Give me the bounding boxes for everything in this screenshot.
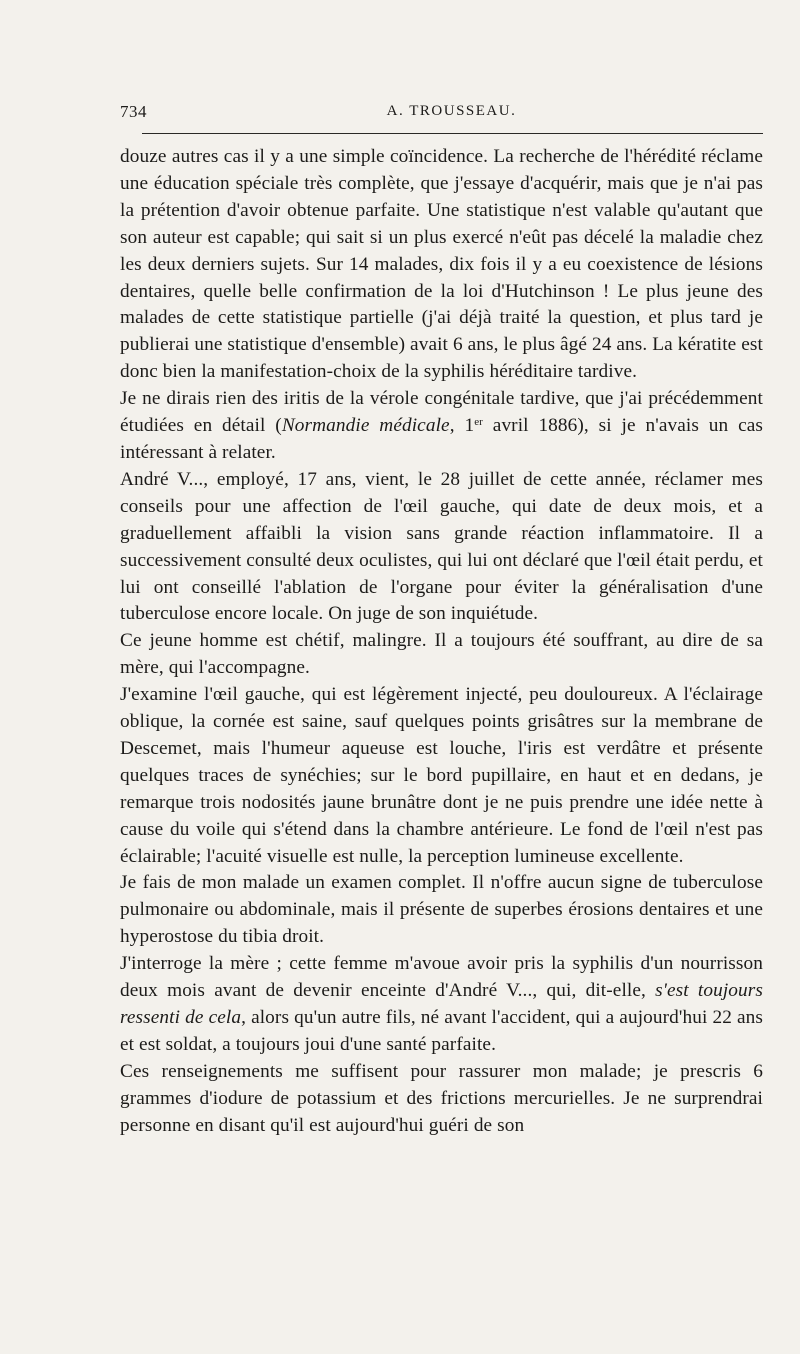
header-rule [142, 133, 763, 134]
page-number: 734 [120, 102, 147, 121]
body-text [120, 144, 763, 1140]
paragraph-8: Ces renseignements me suffisent pour rassurer mon malade; je prescris 6 grammes d'iodure de potassium et des frictions mercurielles. Je ne surprendrai personne en disant qu'il est aujourd'hui guéri de son [120, 1060, 763, 1136]
paragraph-1: douze autres cas il y a une simple coïncidence. La recherche de l'hérédité réclame une éducation spéciale très complète, que j'essaye d'acquérir, mais que je n'ai pas la prétention d'avoir obtenue parfaite. Une statistique n'est valable qu'autant que son auteur est capable; qui sait si un plus exercé n'eût pas décelé la maladie chez les deux derniers sujets. Sur 14 malades, dix fois il y a eu coexistence de lésions dentaires, quelle belle confirmation de la loi d'Hutchinson ! Le plus jeune des malades de cette statistique partielle (j'ai déjà traité la question, et plus tard je publierai une statistique d'ensemble) avait 6 ans, le plus âgé 24 ans. La kératite est donc bien la manifestation-choix de la syphilis héréditaire tardive. [120, 146, 763, 383]
ordinal-superscript: er [474, 416, 483, 429]
paragraph-2-text-b: , 1 [449, 415, 475, 437]
paragraph-7 [120, 951, 763, 1059]
paragraph-2-text-c: avril 1886), si je n'avais un cas intéressant à relater. [120, 415, 763, 463]
quoted-phrase: s'est toujours ressenti de cela [120, 980, 763, 1028]
paragraph-7-text-b: , alors qu'un autre fils, né avant l'accident, qui a aujourd'hui 22 ans et est soldat, a toujours joui d'une santé parfaite. [120, 1007, 763, 1055]
paragraph-5: J'examine l'œil gauche, qui est légèrement injecté, peu douloureux. A l'éclairage oblique, la cornée est saine, sauf quelques points grisâtres sur la membrane de Descemet, mais l'humeur aqueuse est louche, l'iris est verdâtre et présente quelques traces de synéchies; sur le bord pupillaire, en haut et en dedans, je remarque trois nodosités jaune brunâtre dont je ne puis prendre une idée nette à cause du voile qui s'étend dans la chambre antérieure. Le fond de l'œil n'est pas éclairable; l'acuité visuelle est nulle, la perception lumineuse excellente. [120, 684, 763, 867]
paragraph-3: André V..., employé, 17 ans, vient, le 28 juillet de cette année, réclamer mes conseils pour une affection de l'œil gauche, qui date de deux mois, et a graduellement affaibli la vision sans grande réaction inflammatoire. Il a successivement consulté deux oculistes, qui lui ont déclaré que l'œil était perdu, et lui ont conseillé l'ablation de l'organe pour éviter la généralisation d'une tuberculose encore locale. On juge de son inquiétude. [120, 468, 763, 625]
paragraph-2-text-a: Je ne dirais rien des iritis de la vérole congénitale tardive, que j'ai précédemment étudiées en détail ( [120, 388, 763, 437]
journal-title: Normandie médicale [281, 415, 450, 437]
paragraph-4: Ce jeune homme est chétif, malingre. Il a toujours été souffrant, au dire de sa mère, qui l'accompagne. [120, 630, 763, 679]
running-head [120, 102, 763, 124]
paragraph-2 [120, 386, 763, 467]
running-title: A. TROUSSEAU. [386, 103, 517, 119]
paragraph-7-text-a: J'interroge la mère ; cette femme m'avoue avoir pris la syphilis d'un nourrisson deux mois avant de devenir enceinte d'André V..., qui, dit-elle, [120, 953, 763, 1002]
paragraph-6: Je fais de mon malade un examen complet. Il n'offre aucun signe de tuberculose pulmonaire ou abdominale, mais il présente de superbes érosions dentaires et une hyperostose du tibia droit. [120, 872, 763, 948]
